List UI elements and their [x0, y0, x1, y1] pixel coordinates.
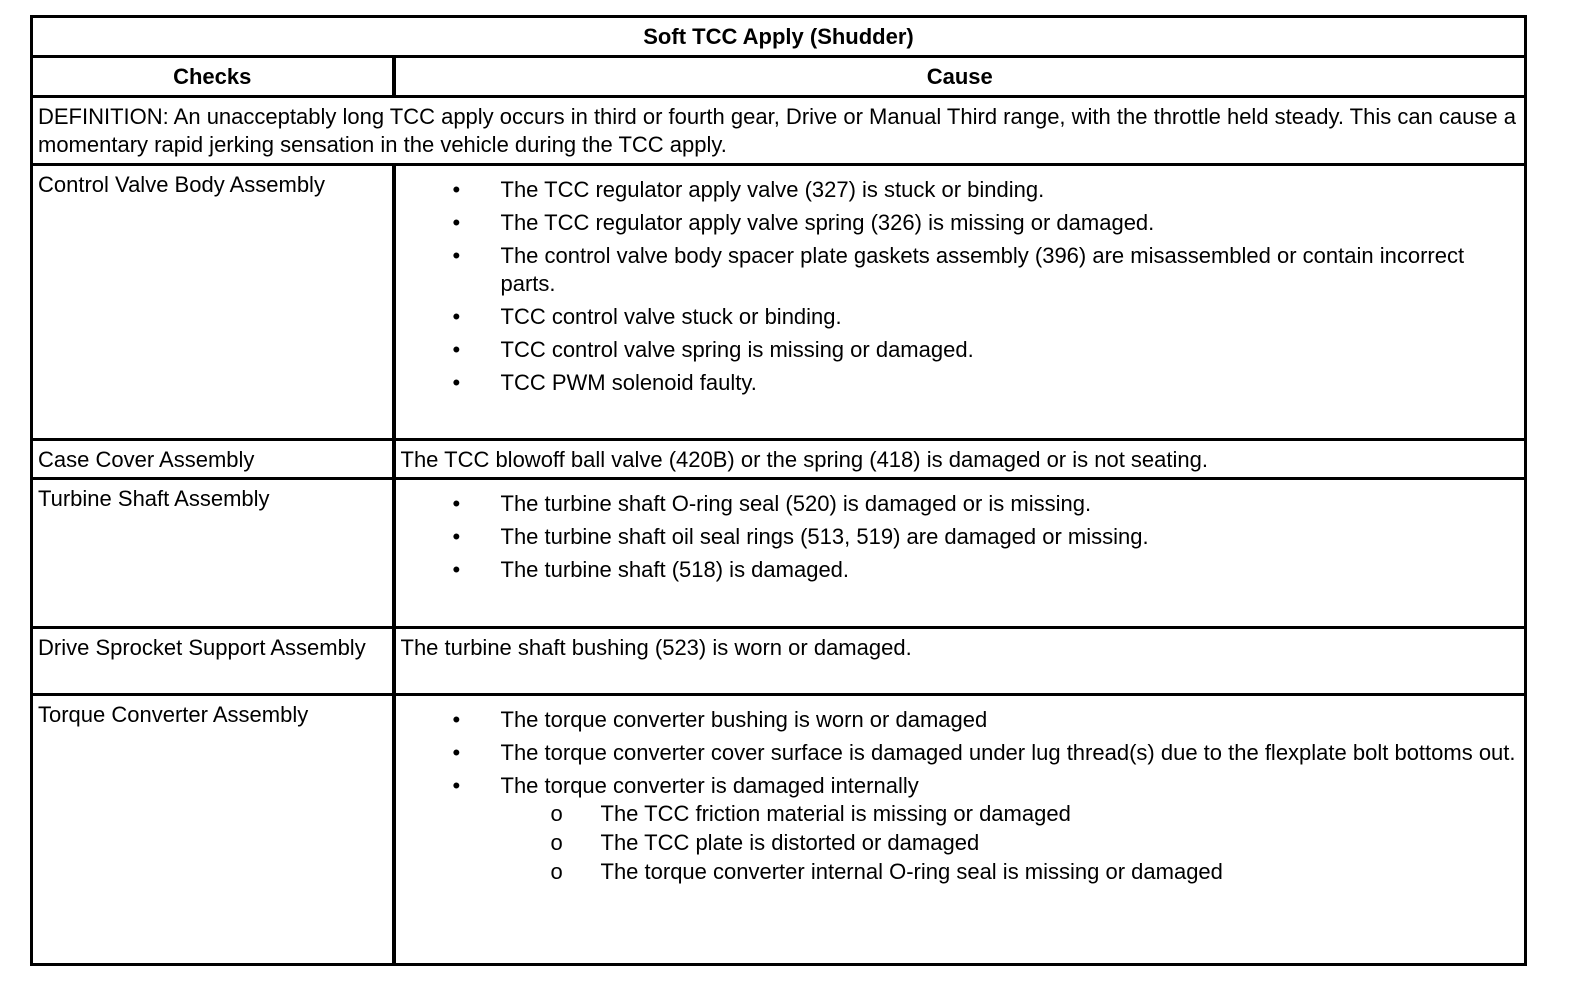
cause-text: TCC control valve spring is missing or damaged. — [500, 337, 974, 362]
cause-cell — [394, 695, 1526, 965]
list-item — [401, 176, 1520, 204]
bullet-icon: • — [452, 707, 461, 732]
table-row — [32, 440, 1526, 479]
bullet-icon: • — [452, 773, 461, 798]
bullet-icon: • — [452, 177, 461, 202]
sub-list-item — [401, 829, 1520, 857]
cause-text: TCC PWM solenoid faulty. — [500, 370, 757, 395]
check-cell: Control Valve Body Assembly — [32, 165, 394, 440]
bullet-icon: • — [452, 370, 461, 395]
cause-text: The TCC regulator apply valve (327) is stuck or binding. — [500, 177, 1045, 202]
cause-text: The torque converter is damaged internally — [500, 773, 919, 798]
check-cell: Case Cover Assembly — [32, 440, 394, 479]
sub-list-item — [401, 858, 1520, 886]
list-item — [401, 303, 1520, 331]
cause-text: The control valve body spacer plate gaskets assembly (396) are misassembled or contain incorrect parts. — [500, 243, 1465, 296]
table-row — [32, 479, 1526, 628]
cause-text: The turbine shaft (518) is damaged. — [500, 557, 850, 582]
cause-text: The TCC regulator apply valve spring (326) is missing or damaged. — [500, 210, 1155, 235]
cause-text: The TCC plate is distorted or damaged — [600, 830, 980, 855]
list-item — [401, 739, 1520, 767]
header-cause: Cause — [394, 57, 1526, 97]
list-item — [401, 556, 1520, 584]
list-item — [401, 490, 1520, 518]
list-item — [401, 336, 1520, 364]
check-cell: Drive Sprocket Support Assembly — [32, 628, 394, 695]
cause-cell: The TCC blowoff ball valve (420B) or the spring (418) is damaged or is not seating. — [394, 440, 1526, 479]
definition: DEFINITION: An unacceptably long TCC apply occurs in third or fourth gear, Drive or Manual Third range, with the throttle held steady. This can cause a momentary rapid jerking sensation in the vehicle during the TCC apply. — [32, 97, 1526, 165]
sub-list-item — [401, 800, 1520, 828]
soft-tcc-apply-table — [30, 15, 1527, 966]
check-cell: Turbine Shaft Assembly — [32, 479, 394, 628]
list-item — [401, 772, 1520, 886]
cause-cell: The turbine shaft bushing (523) is worn or damaged. — [394, 628, 1526, 695]
bullet-icon: • — [452, 524, 461, 549]
list-item — [401, 523, 1520, 551]
cause-text: The TCC friction material is missing or damaged — [600, 801, 1071, 826]
list-item — [401, 369, 1520, 397]
table-row — [32, 628, 1526, 695]
bullet-icon: • — [452, 210, 461, 235]
cause-text: The turbine shaft O-ring seal (520) is damaged or is missing. — [500, 491, 1092, 516]
table-title: Soft TCC Apply (Shudder) — [32, 17, 1526, 57]
list-item — [401, 242, 1520, 298]
bullet-icon: • — [452, 304, 461, 329]
cause-text: The torque converter bushing is worn or damaged — [500, 707, 988, 732]
table-row — [32, 695, 1526, 965]
list-item — [401, 209, 1520, 237]
circle-bullet-icon: o — [550, 859, 563, 884]
cause-cell — [394, 479, 1526, 628]
table-row — [32, 165, 1526, 440]
cause-text: The torque converter cover surface is damaged under lug thread(s) due to the flexplate bolt bottoms out. — [500, 740, 1516, 765]
check-cell: Torque Converter Assembly — [32, 695, 394, 965]
sub-list — [401, 800, 1520, 886]
bullet-icon: • — [452, 337, 461, 362]
circle-bullet-icon: o — [550, 801, 563, 826]
bullet-icon: • — [452, 491, 461, 516]
circle-bullet-icon: o — [550, 830, 563, 855]
cause-text: The torque converter internal O-ring seal is missing or damaged — [600, 859, 1223, 884]
bullet-icon: • — [452, 243, 461, 268]
bullet-icon: • — [452, 557, 461, 582]
cause-text: The turbine shaft oil seal rings (513, 519) are damaged or missing. — [500, 524, 1149, 549]
cause-cell — [394, 165, 1526, 440]
cause-text: TCC control valve stuck or binding. — [500, 304, 842, 329]
list-item — [401, 706, 1520, 734]
bullet-icon: • — [452, 740, 461, 765]
header-checks: Checks — [32, 57, 394, 97]
